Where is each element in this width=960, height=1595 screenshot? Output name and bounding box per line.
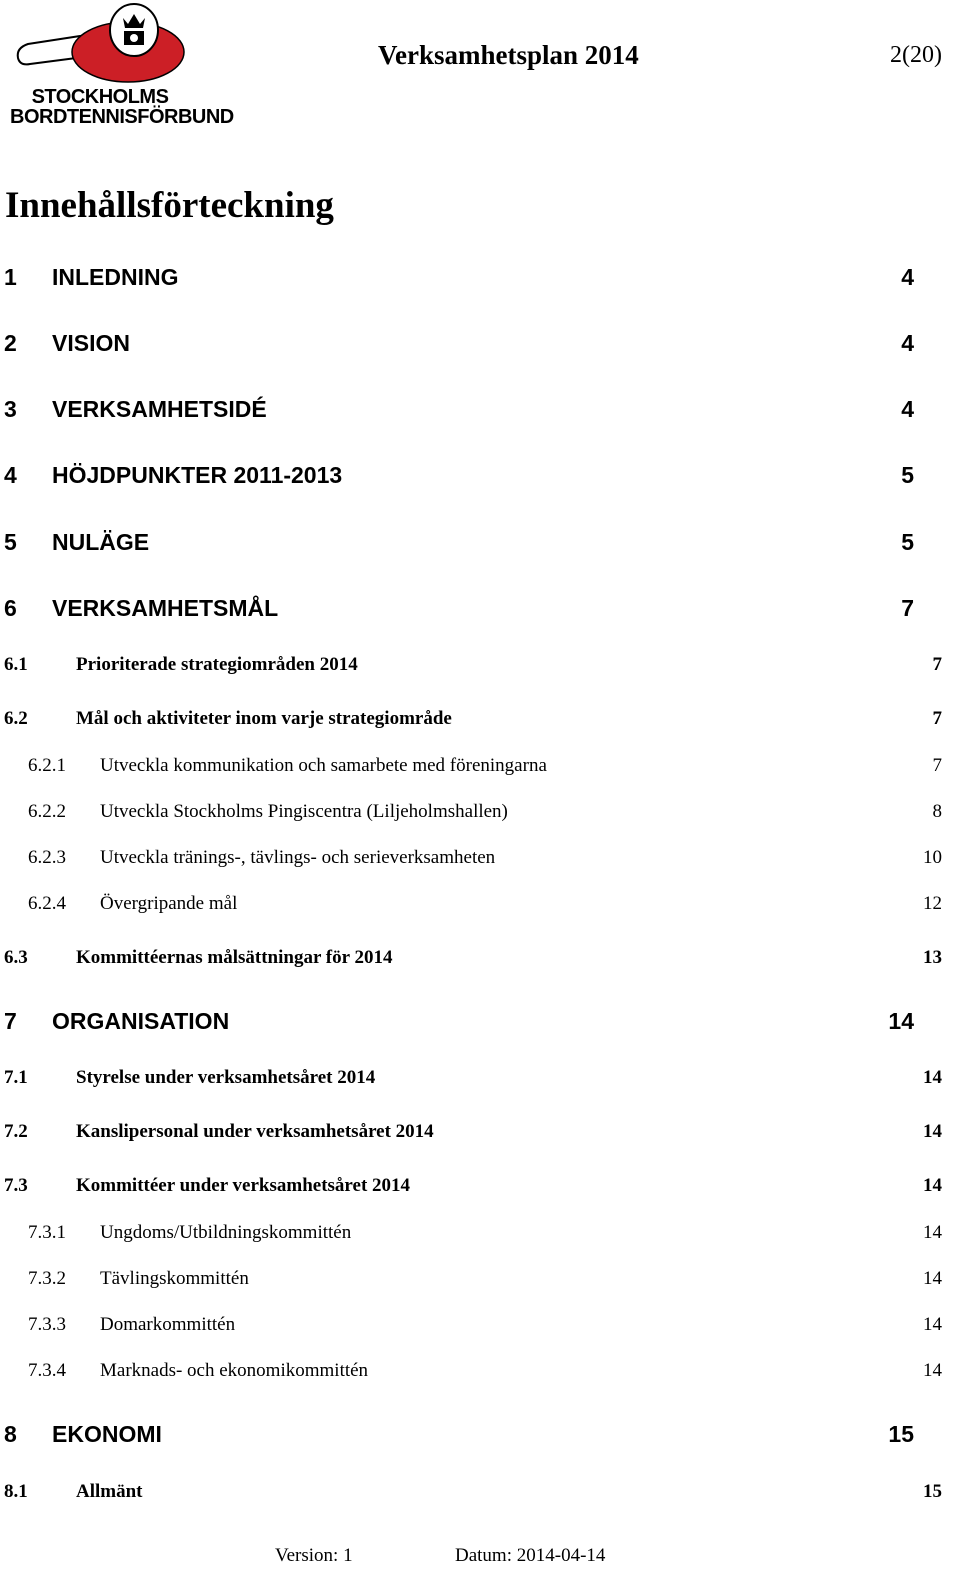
toc-title: Innehållsförteckning: [5, 185, 334, 226]
toc-entry-number: 6.2.2: [28, 801, 66, 822]
toc-entry-text: Utveckla Stockholms Pingiscentra (Liljeholmshallen): [100, 801, 508, 822]
toc-entry-text: Kanslipersonal under verksamhetsåret 2014: [76, 1121, 434, 1142]
toc-entry-number: 6.2: [4, 708, 28, 729]
toc-entry-nulage[interactable]: [0, 529, 960, 561]
toc-entry-number: 8: [4, 1421, 17, 1447]
toc-entry-page: 7: [932, 654, 942, 675]
toc-entry-text: EKONOMI: [52, 1421, 162, 1447]
toc-entry-text: NULÄGE: [52, 529, 150, 555]
toc-entry-text: Utveckla kommunikation och samarbete med föreningarna: [100, 755, 547, 776]
toc-entry-7-2[interactable]: [0, 1121, 960, 1147]
toc-entry-number: 6.2.4: [28, 893, 66, 914]
toc-entry-number: 1: [4, 264, 17, 290]
toc-entry-text: ORGANISATION: [52, 1008, 230, 1034]
toc-entry-text: INLEDNING: [52, 264, 179, 290]
toc-entry-page: 14: [923, 1121, 942, 1142]
toc-entry-page: 7: [932, 755, 942, 776]
toc-entry-number: 7.1: [4, 1067, 28, 1088]
toc-entry-number: 7: [4, 1008, 17, 1034]
toc-entry-text: Utveckla tränings-, tävlings- och serieverksamheten: [100, 847, 496, 868]
toc-entry-page: 5: [901, 462, 914, 488]
toc-entry-page: 12: [923, 893, 942, 914]
toc-entry-7-1[interactable]: [0, 1067, 960, 1093]
logo: [10, 0, 234, 130]
toc-entry-7-3-4[interactable]: [0, 1360, 960, 1386]
toc-entry-page: 14: [923, 1175, 942, 1196]
toc-entry-page: 13: [923, 947, 942, 968]
toc-entry-6-2[interactable]: [0, 708, 960, 734]
header-title: Verksamhetsplan 2014: [378, 40, 639, 70]
toc-entry-8-1[interactable]: [0, 1481, 960, 1507]
toc-entry-6-3[interactable]: [0, 947, 960, 973]
toc-entry-number: 7.3: [4, 1175, 28, 1196]
toc-entry-7-3[interactable]: [0, 1175, 960, 1201]
logo-text-line2: BORDTENNISFÖRBUND: [10, 106, 234, 128]
toc-entry-6-2-2[interactable]: [0, 801, 960, 827]
toc-entry-number: 8.1: [4, 1481, 28, 1502]
toc-entry-page: 14: [923, 1314, 942, 1335]
toc-entry-text: HÖJDPUNKTER 2011-2013: [52, 462, 343, 488]
toc-entry-number: 7.3.2: [28, 1268, 66, 1289]
toc-entry-number: 6.3: [4, 947, 28, 968]
footer-date: Datum: 2014-04-14: [455, 1545, 606, 1566]
toc-entry-text: VISION: [52, 330, 130, 356]
toc-entry-number: 7.3.3: [28, 1314, 66, 1335]
toc-entry-number: 4: [4, 462, 17, 488]
paddle-logo-icon: [10, 0, 190, 90]
toc-entry-page: 7: [932, 708, 942, 729]
toc-entry-verksamhetside[interactable]: [0, 396, 960, 428]
toc-entry-text: Marknads- och ekonomikommittén: [100, 1360, 369, 1381]
toc-entry-text: Prioriterade strategiområden 2014: [76, 654, 358, 675]
toc-entry-page: 7: [901, 595, 914, 621]
toc-entry-page: 10: [923, 847, 942, 868]
toc-entry-page: 14: [923, 1268, 942, 1289]
toc-entry-number: 6.2.3: [28, 847, 66, 868]
toc-entry-text: Kommittéer under verksamhetsåret 2014: [76, 1175, 411, 1196]
header-page-number: 2(20): [890, 42, 942, 68]
toc-entry-7-3-2[interactable]: [0, 1268, 960, 1294]
toc-entry-page: 4: [901, 330, 914, 356]
toc-entry-text: Allmänt: [76, 1481, 143, 1502]
toc-entry-text: Kommittéernas målsättningar för 2014: [76, 947, 393, 968]
toc-entry-organisation[interactable]: [0, 1008, 960, 1040]
toc-entry-number: 7.3.4: [28, 1360, 66, 1381]
toc-entry-text: Övergripande mål: [100, 893, 238, 914]
toc-entry-page: 14: [888, 1008, 914, 1034]
toc-entry-text: Styrelse under verksamhetsåret 2014: [76, 1067, 376, 1088]
toc-entry-verksamhetsmal[interactable]: [0, 595, 960, 627]
toc-entry-page: 14: [923, 1222, 942, 1243]
toc-entry-text: Domarkommittén: [100, 1314, 236, 1335]
toc-entry-text: Ungdoms/Utbildningskommittén: [100, 1222, 352, 1243]
toc-entry-page: 15: [888, 1421, 914, 1447]
toc-entry-number: 7.3.1: [28, 1222, 66, 1243]
toc-entry-page: 4: [901, 264, 914, 290]
toc-entry-hojdpunkter[interactable]: [0, 462, 960, 494]
toc-entry-number: 5: [4, 529, 17, 555]
toc-entry-number: 6.1: [4, 654, 28, 675]
toc-entry-inledning[interactable]: [0, 264, 960, 296]
toc-entry-7-3-3[interactable]: [0, 1314, 960, 1340]
toc-entry-text: Tävlingskommittén: [100, 1268, 249, 1289]
toc-entry-number: 2: [4, 330, 17, 356]
footer-version: Version: 1: [275, 1545, 353, 1566]
logo-text-line1: STOCKHOLMS: [31, 86, 169, 108]
toc-entry-number: 7.2: [4, 1121, 28, 1142]
toc-entry-page: 5: [901, 529, 914, 555]
toc-entry-6-2-3[interactable]: [0, 847, 960, 873]
toc-entry-6-2-1[interactable]: [0, 755, 960, 781]
toc-entry-number: 6.2.1: [28, 755, 66, 776]
toc-entry-text: VERKSAMHETSIDÉ: [52, 396, 267, 422]
toc-entry-ekonomi[interactable]: [0, 1421, 960, 1453]
toc-entry-6-1[interactable]: [0, 654, 960, 680]
toc-entry-7-3-1[interactable]: [0, 1222, 960, 1248]
toc-entry-page: 15: [923, 1481, 942, 1502]
toc-entry-page: 4: [901, 396, 914, 422]
toc-entry-page: 14: [923, 1360, 942, 1381]
toc-entry-6-2-4[interactable]: [0, 893, 960, 919]
toc-entry-vision[interactable]: [0, 330, 960, 362]
toc-entry-number: 3: [4, 396, 17, 422]
toc-entry-page: 14: [923, 1067, 942, 1088]
toc-entry-page: 8: [932, 801, 942, 822]
toc-entry-number: 6: [4, 595, 17, 621]
toc-entry-text: Mål och aktiviteter inom varje strategiområde: [76, 708, 452, 729]
toc-entry-text: VERKSAMHETSMÅL: [52, 595, 279, 621]
